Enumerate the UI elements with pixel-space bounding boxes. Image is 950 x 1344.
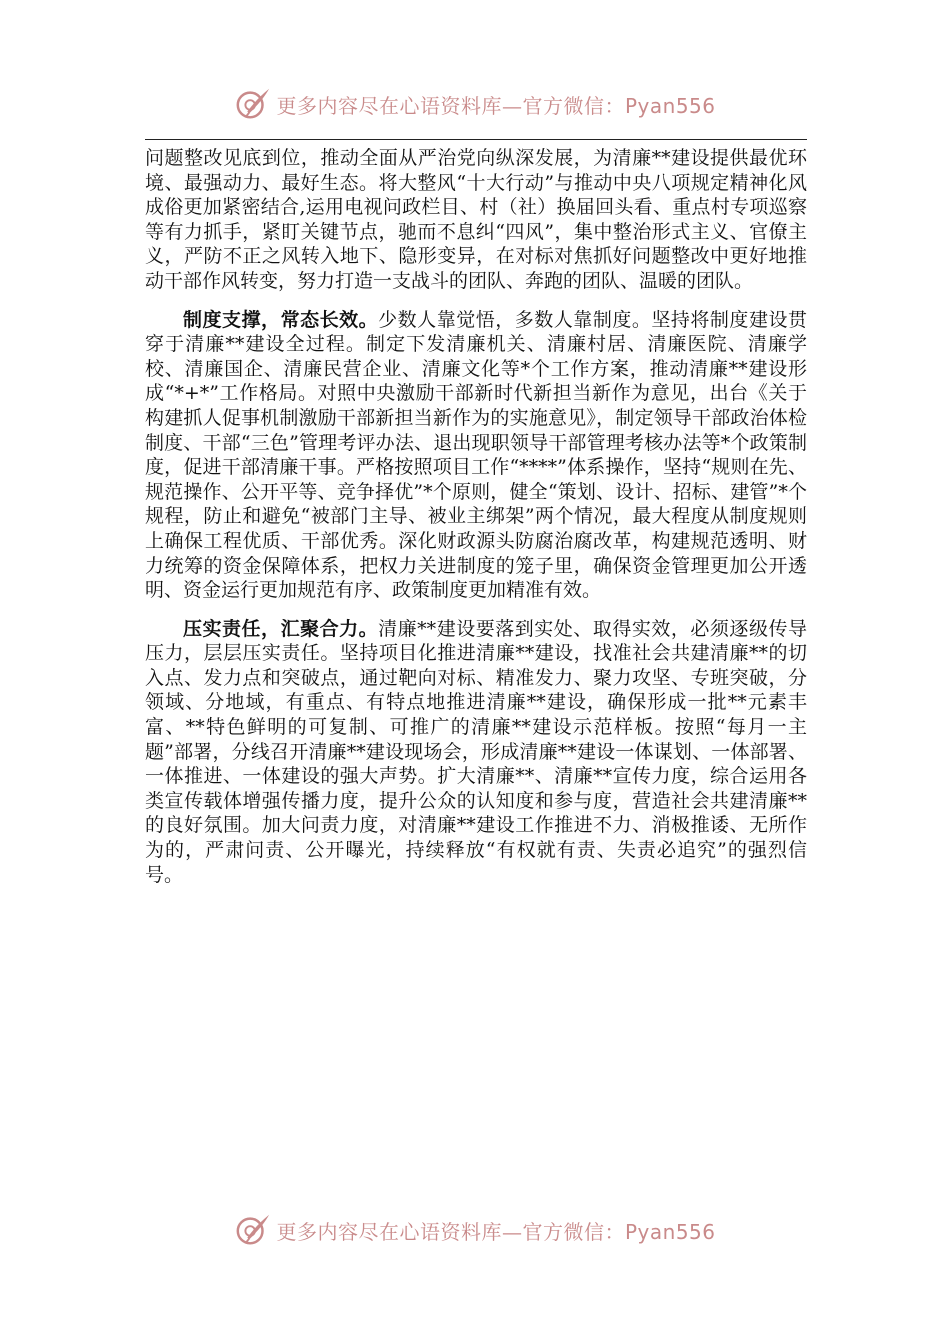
paragraph-2 [145,308,807,603]
header-rule [145,139,807,140]
paragraph-2-text: 少数人靠觉悟，多数人靠制度。坚持将制度建设贯穿于清廉**建设全过程。制定下发清廉机关、清廉村居、清廉医院、清廉学校、清廉国企、清廉民营企业、清廉文化等*个工作方案，推动清廉**建设形成“*+*”工作格局。对照中央激励干部新时代新担当新作为意见，出台《关于构建抓人促事机制激励干部新担当新作为的实施意见》，制定领导干部政治体检制度、干部“三色”管理考评办法、退出现职领导干部管理考核办法等*个政策制度，促进干部清廉干事。严格按照项目工作“****”体系操作，坚持“规则在先、规范操作、公开平等、竞争择优”*个原则，健全“策划、设计、招标、建管”*个规程，防止和避免“被部门主导、被业主绑架”两个情况，最大程度从制度规则上确保工程优质、干部优秀。深化财政源头防腐治腐改革，构建规范透明、财力统筹的资金保障体系，把权力关进制度的笼子里，确保资金管理更加公开透明、资金运行更加规范有序、政策制度更加精准有效。 [145,308,807,602]
paragraph-3-heading: 压实责任，汇聚合力。 [183,617,379,640]
paragraph-3-text: 清廉**建设要落到实处、取得实效，必须逐级传导压力，层层压实责任。坚持项目化推进清廉**建设，找准社会共建清廉**的切入点、发力点和突破点，通过靶向对标、精准发力、聚力攻坚、专班突破，分领域、分地域，有重点、有特点地推进清廉**建设，确保形成一批**元素丰富、**特色鲜明的可复制、可推广的清廉**建设示范样板。按照“每月一主题”部署，分线召开清廉**建设现场会，形成清廉**建设一体谋划、一体部署、一体推进、一体建设的强大声势。扩大清廉**、清廉**宣传力度，综合运用各类宣传载体增强传播力度，提升公众的认知度和参与度，营造社会共建清廉**的良好氛围。加大问责力度，对清廉**建设工作推进不力、消极推诿、无所作为的，严肃问责、公开曝光，持续释放“有权就有责、失责必追究”的强烈信号。 [145,617,807,886]
quill-logo-icon [234,1211,272,1249]
quill-logo-icon [234,85,272,123]
header-watermark-text: 更多内容尽在心语资料库—官方微信：Pyan556 [276,93,716,118]
document-body [145,146,807,901]
footer-watermark [0,1208,950,1252]
paragraph-3 [145,617,807,888]
paragraph-1-text: 问题整改见底到位，推动全面从严治党向纵深发展，为清廉**建设提供最优环境、最强动力、最好生态。将大整风“十大行动”与推动中央八项规定精神化风成俗更加紧密结合,运用电视问政栏目、村（社）换届回头看、重点村专项巡察等有力抓手，紧盯关键节点，驰而不息纠“四风”，集中整治形式主义、官僚主义，严防不正之风转入地下、隐形变异，在对标对焦抓好问题整改中更好地推动干部作风转变，努力打造一支战斗的团队、奔跑的团队、温暖的团队。 [145,147,807,292]
footer-watermark-text: 更多内容尽在心语资料库—官方微信：Pyan556 [276,1219,716,1244]
header-watermark [0,82,950,126]
paragraph-1 [145,146,807,294]
paragraph-2-heading: 制度支撑，常态长效。 [183,308,379,331]
